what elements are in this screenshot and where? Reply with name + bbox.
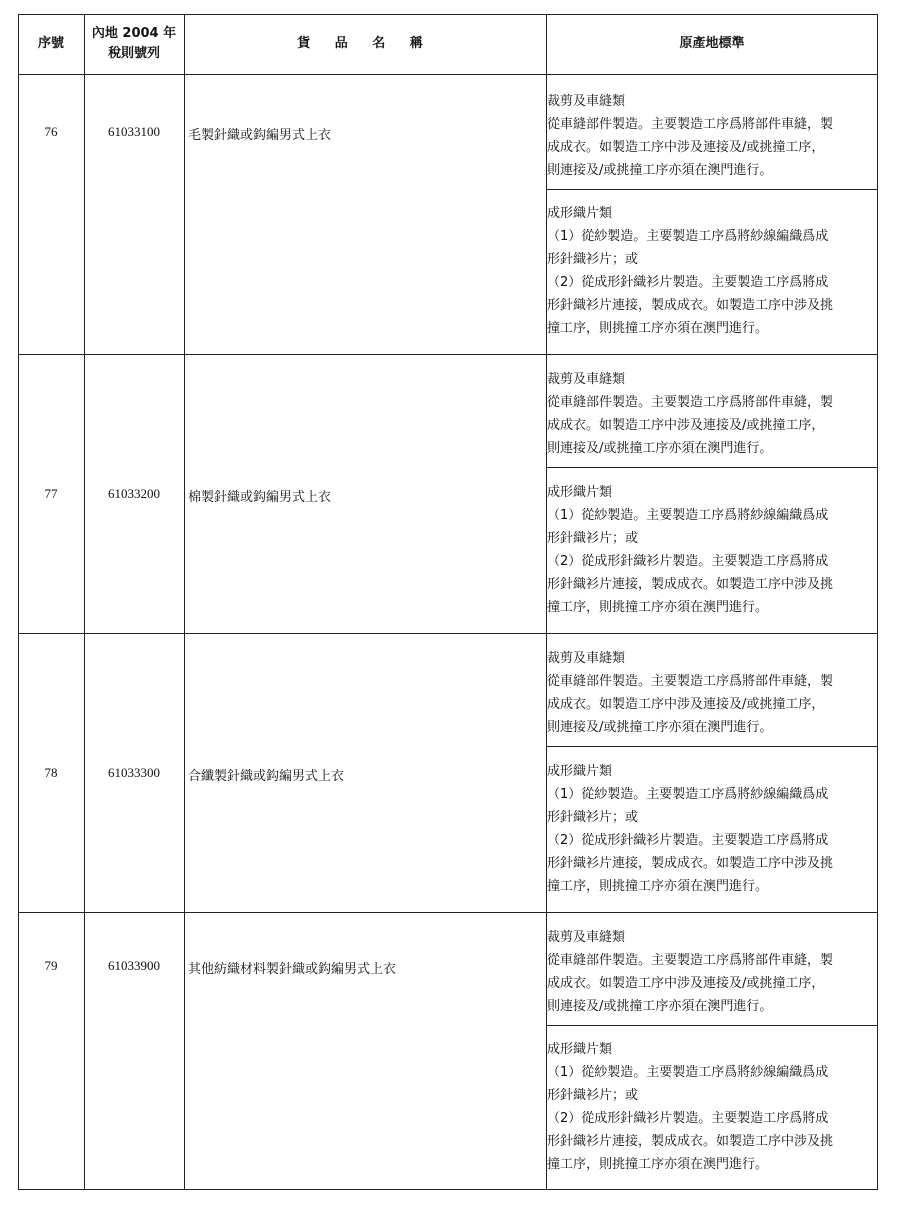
rule-line: 形針織衫片連接，製成成衣。如製造工序中涉及挑	[547, 856, 834, 871]
col-divider	[84, 14, 85, 1190]
rule-line: 形針織衫片；或	[547, 252, 639, 267]
rule-fully-fashioned	[547, 202, 877, 340]
rule-line: 形針織衫片；或	[547, 810, 639, 825]
row-tariff-code: 61033200	[108, 486, 160, 501]
row-tariff-code: 61033900	[108, 958, 160, 973]
rule-line: 成成衣。如製造工序中涉及連接及/或挑撞工序，	[547, 418, 825, 433]
rule-line: 形針織衫片連接，製成成衣。如製造工序中涉及挑	[547, 577, 834, 592]
rule-line: 成成衣。如製造工序中涉及連接及/或挑撞工序，	[547, 697, 825, 712]
rule-line: 成成衣。如製造工序中涉及連接及/或挑撞工序，	[547, 976, 825, 991]
rule-line: 則連接及/或挑撞工序亦須在澳門進行。	[547, 999, 773, 1014]
header-goods-name: 貨 品 名 稱	[297, 36, 433, 51]
header-divider	[18, 74, 878, 75]
row-seq: 79	[44, 958, 58, 973]
header-tariff-code-line2: 稅則號列	[107, 46, 160, 61]
row-seq: 76	[44, 124, 58, 139]
rule-line: （1）從紗製造。主要製造工序爲將紗線編織爲成	[547, 508, 829, 523]
rule-cut-sew	[547, 90, 877, 182]
rule-line: （1）從紗製造。主要製造工序爲將紗線編織爲成	[547, 787, 829, 802]
rule-line: 從車縫部件製造。主要製造工序爲將部件車縫，製	[547, 117, 834, 132]
rule-fully-fashioned	[547, 1038, 877, 1176]
row-goods-name: 合纖製針織或鈎編男式上衣	[188, 769, 345, 784]
rule-line: （2）從成形針織衫片製造。主要製造工序爲將成	[547, 833, 829, 848]
row-divider	[18, 354, 878, 355]
rule-line: 撞工序，則挑撞工序亦須在澳門進行。	[547, 600, 769, 615]
rule-cut-sew	[547, 926, 877, 1018]
row-seq: 78	[44, 765, 58, 780]
rule-line: 裁剪及車縫類	[547, 651, 626, 666]
rule-fully-fashioned	[547, 760, 877, 898]
rule-line: 成成衣。如製造工序中涉及連接及/或挑撞工序，	[547, 140, 825, 155]
row-goods-name: 棉製針織或鈎編男式上衣	[188, 490, 332, 505]
rule-divider	[546, 467, 878, 468]
rule-line: 裁剪及車縫類	[547, 930, 626, 945]
row-goods-name: 毛製針織或鈎編男式上衣	[188, 128, 332, 143]
row-divider	[18, 633, 878, 634]
rule-cut-sew	[547, 368, 877, 460]
row-tariff-code: 61033100	[108, 124, 160, 139]
rule-line: 成形織片類	[547, 206, 613, 221]
row-divider	[18, 912, 878, 913]
rule-line: 成形織片類	[547, 485, 613, 500]
rule-line: 則連接及/或挑撞工序亦須在澳門進行。	[547, 441, 773, 456]
header-tariff-code	[84, 14, 184, 74]
header-tariff-code-line1: 內地 2004 年	[91, 26, 177, 41]
tariff-table	[18, 14, 878, 1190]
rule-line: 從車縫部件製造。主要製造工序爲將部件車縫，製	[547, 395, 834, 410]
rule-line: 裁剪及車縫類	[547, 94, 626, 109]
rule-line: 形針織衫片；或	[547, 531, 639, 546]
rule-line: （1）從紗製造。主要製造工序爲將紗線編織爲成	[547, 229, 829, 244]
rule-line: 撞工序，則挑撞工序亦須在澳門進行。	[547, 879, 769, 894]
rule-line: （1）從紗製造。主要製造工序爲將紗線編織爲成	[547, 1065, 829, 1080]
rule-line: 則連接及/或挑撞工序亦須在澳門進行。	[547, 720, 773, 735]
rule-line: 從車縫部件製造。主要製造工序爲將部件車縫，製	[547, 953, 834, 968]
row-tariff-code: 61033300	[108, 765, 160, 780]
row-goods-name: 其他紡織材料製針織或鈎編男式上衣	[188, 962, 397, 977]
rule-line: （2）從成形針織衫片製造。主要製造工序爲將成	[547, 1111, 829, 1126]
rule-line: 裁剪及車縫類	[547, 372, 626, 387]
rule-line: 成形織片類	[547, 1042, 613, 1057]
col-divider	[184, 14, 185, 1190]
rule-divider	[546, 1025, 878, 1026]
rule-line: 撞工序，則挑撞工序亦須在澳門進行。	[547, 321, 769, 336]
rule-divider	[546, 189, 878, 190]
rule-divider	[546, 746, 878, 747]
rule-fully-fashioned	[547, 481, 877, 619]
header-seq: 序號	[37, 36, 64, 51]
rule-line: 形針織衫片；或	[547, 1088, 639, 1103]
rule-line: 形針織衫片連接，製成成衣。如製造工序中涉及挑	[547, 298, 834, 313]
rule-line: 則連接及/或挑撞工序亦須在澳門進行。	[547, 163, 773, 178]
rule-cut-sew	[547, 647, 877, 739]
rule-line: 成形織片類	[547, 764, 613, 779]
rule-line: 撞工序，則挑撞工序亦須在澳門進行。	[547, 1157, 769, 1172]
row-seq: 77	[44, 486, 58, 501]
rule-line: （2）從成形針織衫片製造。主要製造工序爲將成	[547, 275, 829, 290]
rule-line: 從車縫部件製造。主要製造工序爲將部件車縫，製	[547, 674, 834, 689]
rule-line: （2）從成形針織衫片製造。主要製造工序爲將成	[547, 554, 829, 569]
header-origin-criteria: 原產地標準	[679, 36, 745, 51]
rule-line: 形針織衫片連接，製成成衣。如製造工序中涉及挑	[547, 1134, 834, 1149]
